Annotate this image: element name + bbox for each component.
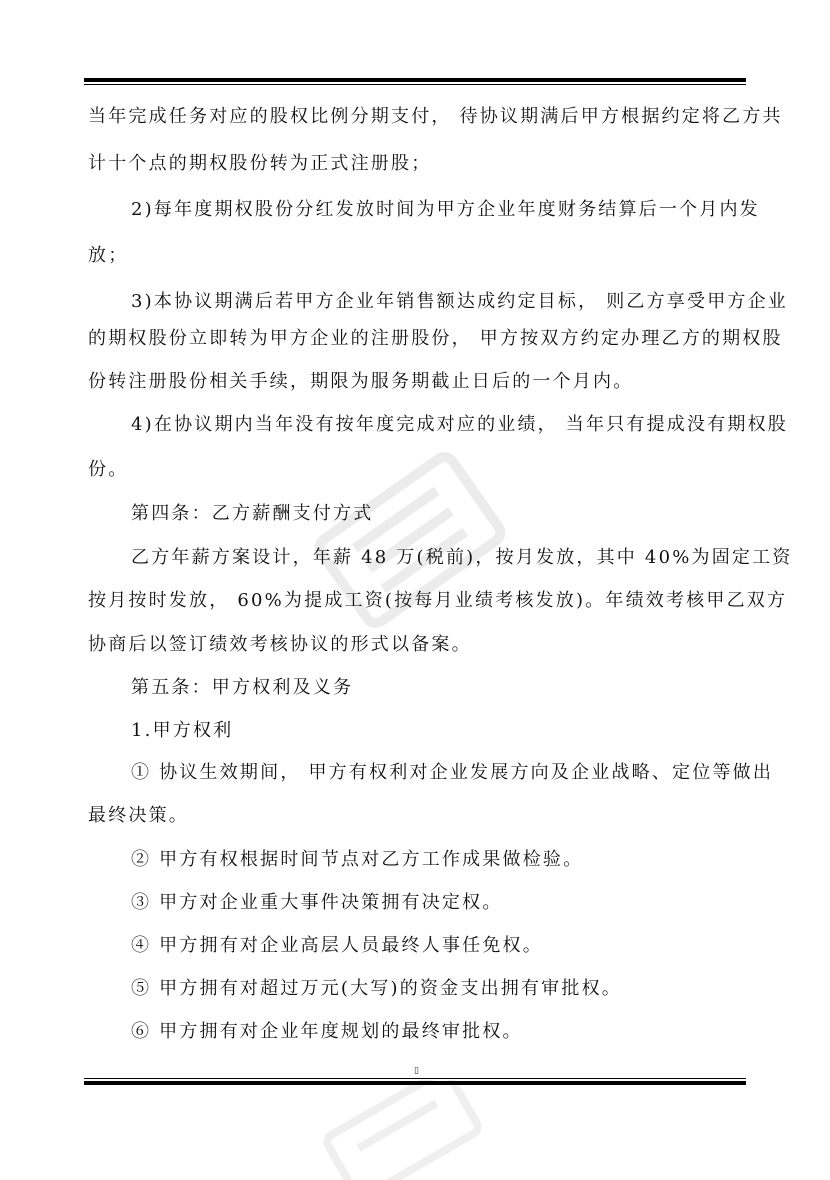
- list-item: ④ 甲方拥有对企业高层人员最终人事任免权。: [131, 935, 543, 956]
- text-line: 的期权股份立即转为甲方企业的注册股份， 甲方按双方约定办理乙方的期权股: [88, 328, 783, 349]
- list-item: ① 协议生效期间， 甲方有权利对企业发展方向及企业战略、定位等做出: [131, 762, 774, 783]
- text-line: 最终决策。: [88, 805, 189, 826]
- header-rule: [84, 78, 746, 85]
- list-item: ③ 甲方对企业重大事件决策拥有决定权。: [131, 892, 503, 913]
- text-line: 放；: [88, 245, 129, 266]
- text-line: 协商后以签订绩效考核协议的形式以备案。: [88, 634, 472, 655]
- text-line: 份转注册股份相关手续，期限为服务期截止日后的一个月内。: [88, 371, 634, 392]
- watermark-logo-bottom: [300, 1080, 500, 1180]
- list-item: ② 甲方有权根据时间节点对乙方工作成果做检验。: [131, 849, 584, 870]
- section-heading: 第四条：乙方薪酬支付方式: [131, 503, 374, 524]
- text-line: 按月按时发放， 60%为提成工资(按每月业绩考核发放)。年绩效考核甲乙双方: [88, 590, 788, 611]
- text-line: 2)每年度期权股份分红发放时间为甲方企业年度财务结算后一个月内发: [131, 199, 760, 220]
- text-line: 计十个点的期权股份转为正式注册股；: [88, 153, 432, 174]
- text-line: 3)本协议期满后若甲方企业年销售额达成约定目标， 则乙方享受甲方企业: [131, 291, 788, 312]
- text-line: 4)在协议期内当年没有按年度完成对应的业绩， 当年只有提成没有期权股: [131, 414, 788, 435]
- subsection-heading: 1.甲方权利: [131, 720, 234, 741]
- text-line: 当年完成任务对应的股权比例分期支付， 待协议期满后甲方根据约定将乙方共: [88, 106, 783, 127]
- list-item: ⑥ 甲方拥有对企业年度规划的最终审批权。: [131, 1021, 523, 1042]
- text-line: 份。: [88, 459, 129, 480]
- section-heading: 第五条：甲方权利及义务: [131, 677, 354, 698]
- footer-rule: [84, 1078, 746, 1085]
- list-item: ⑤ 甲方拥有对超过万元(大写)的资金支出拥有审批权。: [131, 978, 622, 999]
- page-number-marker: ▯: [414, 1066, 419, 1076]
- text-line: 乙方年薪方案设计，年薪 48 万(税前)，按月发放，其中 40%为固定工资: [131, 547, 793, 568]
- watermark-logo: [290, 420, 530, 660]
